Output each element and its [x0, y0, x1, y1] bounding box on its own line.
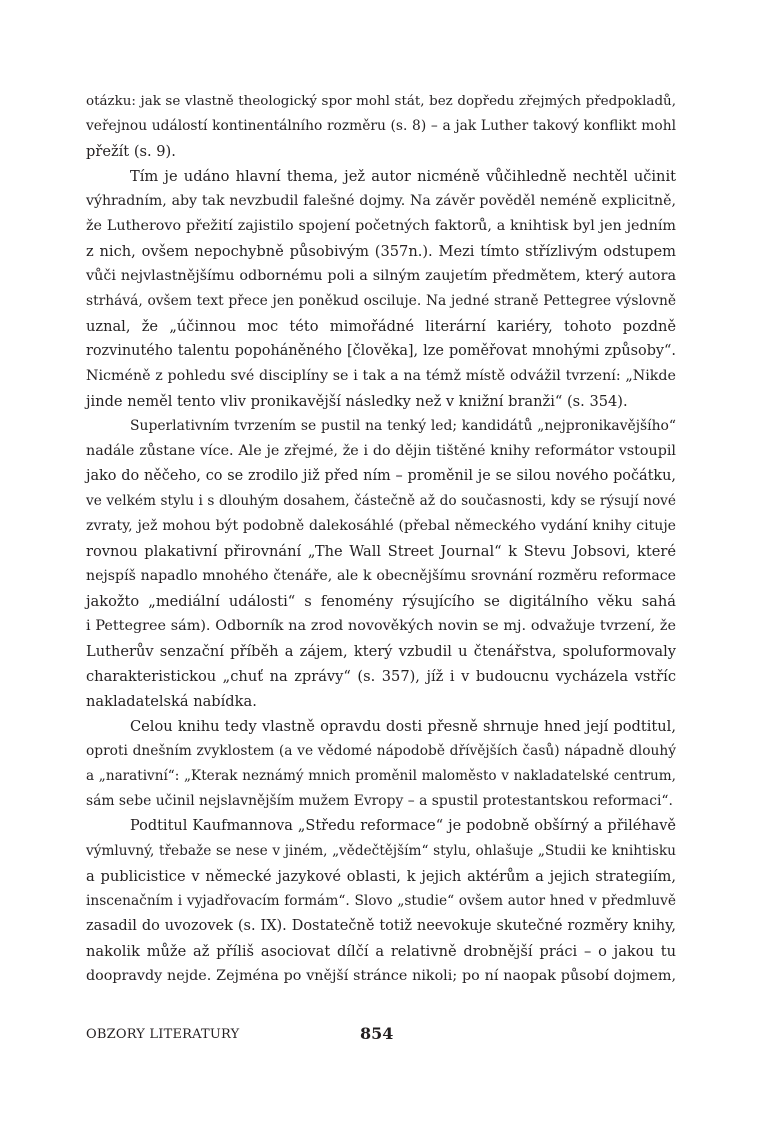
text-line: rovnou plakativní přirovnání „The Wall Street Journal“ k Stevu Jobsovi, které — [86, 543, 676, 560]
text-line: že Lutherovo přežití zajistilo spojení početných faktorů, a knihtisk byl jen jedním — [86, 218, 676, 234]
text-line: Nicméně z pohledu své disciplíny se i tak a na témž místě odvážil tvrzení: „Nikde — [86, 368, 676, 384]
body-text — [86, 89, 676, 989]
text-line: ve velkém stylu i s dlouhým dosahem, částečně až do současnosti, kdy se rýsují nové — [86, 493, 676, 509]
text-line: nakolik může až příliš asociovat dílčí a relativně drobnější práci – o jakou tu — [86, 943, 676, 960]
text-line: nejspíš napadlo mnohého čtenáře, ale k obecnějšímu srovnání rozměru reformace — [86, 568, 676, 584]
page-number: 854 — [360, 1024, 394, 1043]
paragraph-3 — [86, 414, 676, 714]
text-line: charakteristickou „chuť na zprávy“ (s. 357), jíž i v budoucnu vycházela vstříc — [86, 668, 676, 685]
text-line: z nich, ovšem nepochybně působivým (357n.). Mezi tímto střízlivým odstupem — [86, 243, 676, 260]
text-line: a publicistice v německé jazykové oblasti, k jejich aktérům a jejich strategiím, — [86, 868, 676, 885]
paragraph-2 — [86, 164, 676, 414]
paragraph-4 — [86, 714, 676, 814]
journal-name: OBZORY LITERATURY — [86, 1027, 240, 1042]
text-line: Lutherův senzační příběh a zájem, který vzbudil u čtenářstva, spoluformovaly — [86, 643, 676, 660]
text-line: nakladatelská nabídka. — [86, 693, 257, 710]
text-line: nadále zůstane více. Ale je zřejmé, že i do dějin tištěné knihy reformátor vstoupil — [86, 443, 676, 459]
text-line: inscenačním i vyjadřovacím formám“. Slovo „studie“ ovšem autor hned v předmluvě — [86, 893, 676, 909]
text-line: zvraty, jež mohou být podobně dalekosáhlé (přebal německého vydání knihy cituje — [86, 518, 676, 534]
text-line: přežít (s. 9). — [86, 143, 176, 160]
text-line: strhává, ovšem text přece jen poněkud osciluje. Na jedné straně Pettegree výslovně — [86, 293, 676, 309]
text-line: Celou knihu tedy vlastně opravdu dosti přesně shrnuje hned její podtitul, — [130, 718, 676, 735]
text-line: jinde neměl tento vliv pronikavější následky než v knižní branži“ (s. 354). — [86, 393, 628, 410]
text-line: Superlativním tvrzením se pustil na tenký led; kandidátů „nejpronikavějšího“ — [130, 418, 676, 434]
text-line: oproti dnešním zvyklostem (a ve vědomé nápodobě dřívějších časů) nápadně dlouhý — [86, 743, 676, 759]
text-line: jakožto „mediální události“ s fenomény rýsujícího se digitálního věku sahá — [86, 593, 676, 610]
text-line: uznal, že „účinnou moc této mimořádné literární kariéry, tohoto pozdně — [86, 318, 676, 335]
text-line: Podtitul Kaufmannova „Středu reformace“ je podobně obšírný a přiléhavě — [130, 818, 676, 834]
paragraph-5 — [86, 814, 676, 989]
text-line: zasadil do uvozovek (s. IX). Dostatečně totiž neevokuje skutečné rozměry knihy, — [86, 918, 676, 934]
text-line: jako do něčeho, co se zrodilo již před ním – proměnil je se silou nového počátku, — [86, 468, 676, 484]
text-line: i Pettegree sám). Odborník na zrod novověkých novin se mj. odvažuje tvrzení, že — [86, 618, 676, 634]
text-line: Tím je udáno hlavní thema, jež autor nicméně vůčihledně nechtěl učinit — [130, 168, 676, 185]
text-line: sám sebe učinil nejslavnějším mužem Evropy – a spustil protestantskou reformaci“. — [86, 793, 673, 809]
paragraph-1 — [86, 89, 676, 164]
text-line: doopravdy nejde. Zejména po vnější stránce nikoli; po ní naopak působí dojmem, — [86, 968, 676, 984]
text-line: a „narativní“: „Kterak neznámý mnich proměnil maloměsto v nakladatelské centrum, — [86, 768, 676, 784]
text-line: veřejnou událostí kontinentálního rozměru (s. 8) – a jak Luther takový konflikt mohl — [86, 118, 676, 134]
text-line: otázku: jak se vlastně theologický spor mohl stát, bez dopředu zřejmých předpokladů, — [86, 94, 676, 109]
text-line: výhradním, aby tak nevzbudil falešné dojmy. Na závěr pověděl neméně explicitně, — [86, 193, 676, 209]
text-line: rozvinutého talentu popoháněného [člověka], lze poměřovat mnohými způsoby“. — [86, 343, 676, 359]
text-line: výmluvný, třebaže se nese v jiném, „vědečtějším“ stylu, ohlašuje „Studii ke knihtisku — [86, 843, 676, 859]
text-line: vůči nejvlastnějšímu odbornému poli a silným zaujetím předmětem, který autora — [86, 268, 676, 284]
